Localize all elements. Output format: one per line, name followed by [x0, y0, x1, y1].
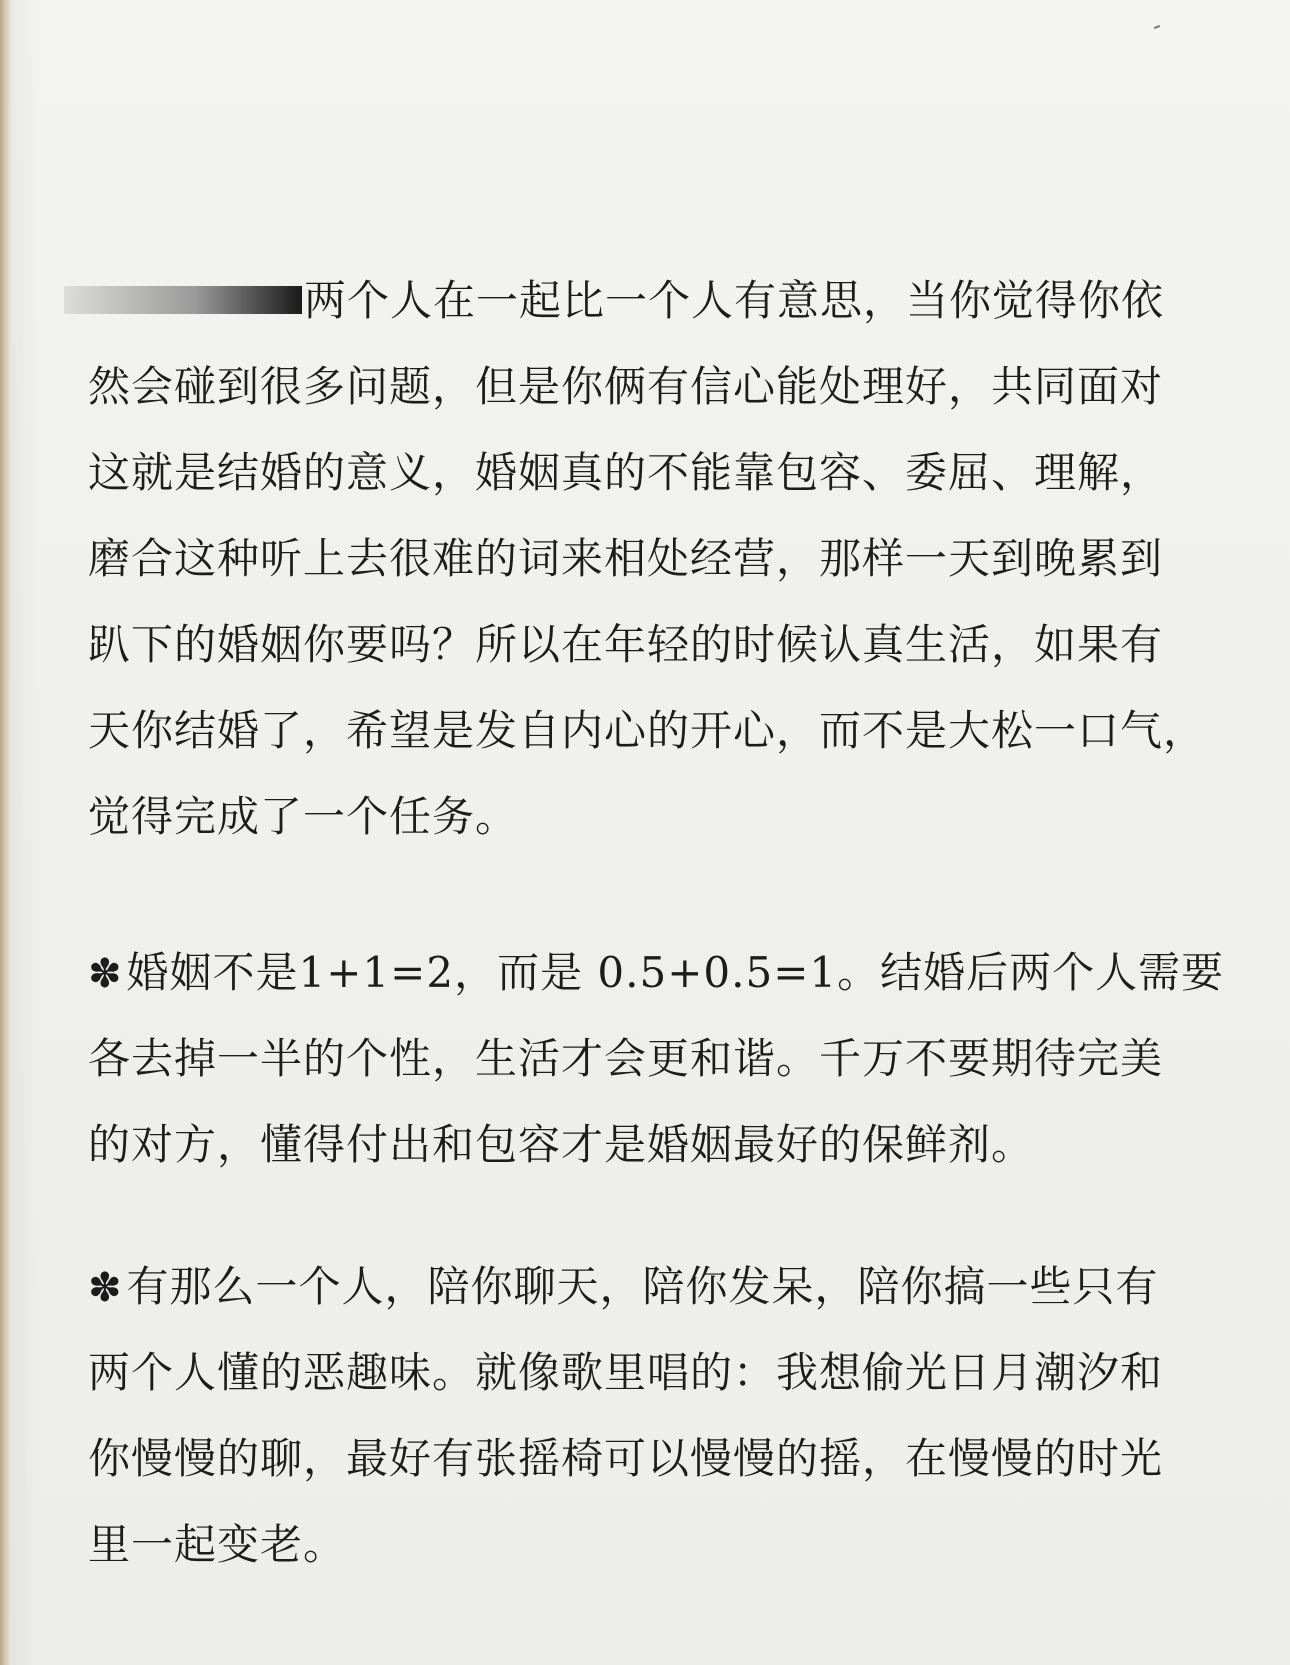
paragraph-2 [88, 930, 1225, 1188]
paragraph-line-text: 婚姻不是1+1=2，而是 0.5+0.5=1。结婚后两个人需要 [126, 948, 1225, 997]
paragraph-line: 天你结婚了，希望是发自内心的开心，而不是大松一口气， [88, 706, 1207, 755]
paragraph-line: 觉得完成了一个任务。 [88, 792, 519, 841]
flower-bullet-icon: ✽ [88, 1265, 123, 1311]
ink-speck [1154, 25, 1160, 29]
paragraph-line [88, 930, 1225, 1016]
redaction-bar [64, 286, 302, 314]
paragraph-line [88, 258, 1208, 344]
paragraph-1 [88, 258, 1208, 860]
paragraph-line: 里一起变老。 [88, 1520, 347, 1569]
paragraph-line: 这就是结婚的意义，婚姻真的不能靠包容、委屈、理解， [88, 448, 1164, 497]
paragraph-line: 各去掉一半的个性，生活才会更和谐。千万不要期待完美 [88, 1034, 1164, 1083]
paragraph-line-text: 有那么一个人，陪你聊天，陪你发呆，陪你搞一些只有 [126, 1262, 1159, 1311]
book-spine-edge [0, 0, 12, 1665]
paragraph-line [88, 1244, 1208, 1330]
paragraph-line: 然会碰到很多问题，但是你俩有信心能处理好，共同面对 [88, 362, 1164, 411]
paragraph-line-text: 两个人在一起比一个人有意思，当你觉得你依 [304, 276, 1165, 325]
paragraph-line: 你慢慢的聊，最好有张摇椅可以慢慢的摇，在慢慢的时光 [88, 1434, 1164, 1483]
paragraph-line: 磨合这种听上去很难的词来相处经营，那样一天到晚累到 [88, 534, 1164, 583]
flower-bullet-icon: ✽ [88, 951, 123, 997]
paragraph-line: 两个人懂的恶趣味。就像歌里唱的：我想偷光日月潮汐和 [88, 1348, 1164, 1397]
paragraph-line: 的对方，懂得付出和包容才是婚姻最好的保鲜剂。 [88, 1120, 1035, 1169]
paragraph-line: 趴下的婚姻你要吗？所以在年轻的时候认真生活，如果有 [88, 620, 1164, 669]
paragraph-3 [88, 1244, 1208, 1588]
